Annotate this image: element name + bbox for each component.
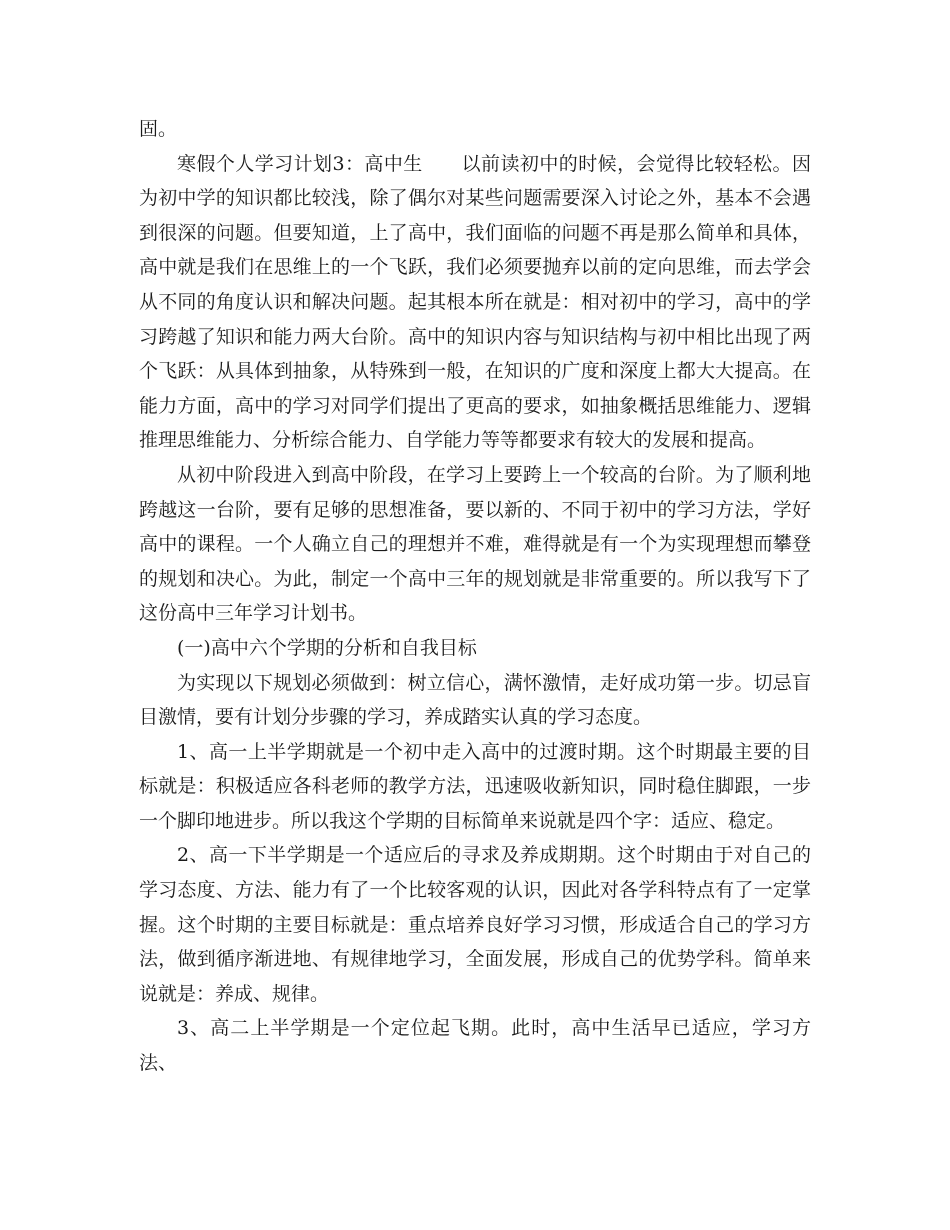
paragraph-item-1: 1、高一上半学期就是一个初中走入高中的过渡时期。这个时期最主要的目标就是：积极适应各科老师的教学方法，迅速吸收新知识，同时稳住脚跟，一步一个脚印地进步。所以我这个学期的目标简单来说就是四个字：适应、稳定。 bbox=[139, 740, 811, 832]
paragraph-item-2: 2、高一下半学期是一个适应后的寻求及养成期期。这个时期由于对自己的学习态度、方法、能力有了一个比较客观的认识，因此对各学科特点有了一定掌握。这个时期的主要目标就是：重点培养良好学习习惯，形成适合自己的学习方法，做到循序渐进地、有规律地学习，全面发展，形成自己的优势学科。简单来说就是：养成、规律。 bbox=[139, 844, 811, 1005]
paragraph-item-3: 3、高二上半学期是一个定位起飞期。此时，高中生活早已适应，学习方法、 bbox=[139, 1017, 811, 1075]
paragraph-continuation: 固。 bbox=[139, 118, 178, 140]
paragraph-transition: 从初中阶段进入到高中阶段，在学习上要跨上一个较高的台阶。为了顺利地跨越这一台阶，要有足够的思想准备，要以新的、不同于初中的学习方法，学好高中的课程。一个人确立自己的理想并不难，难得就是有一个为实现理想而攀登的规划和决心。为此，制定一个高中三年的规划就是非常重要的。所以我写下了这份高中三年学习计划书。 bbox=[139, 463, 811, 625]
document-body bbox=[139, 112, 811, 1081]
paragraph-plan-intro: 寒假个人学习计划3：高中生 以前读初中的时候，会觉得比较轻松。因为初中学的知识都比较浅，除了偶尔对某些问题需要深入讨论之外，基本不会遇到很深的问题。但要知道，上了高中，我们面临的问题不再是那么简单和具体，高中就是我们在思维上的一个飞跃，我们必须要抛弃以前的定向思维，而去学会从不同的角度认识和解决问题。起其根本所在就是：相对初中的学习，高中的学习跨越了知识和能力两大台阶。高中的知识内容与知识结构与初中相比出现了两个飞跃：从具体到抽象，从特殊到一般，在知识的广度和深度上都大大提高。在能力方面，高中的学习对同学们提出了更高的要求，如抽象概括思维能力、逻辑推理思维能力、分析综合能力、自学能力等等都要求有较大的发展和提高。 bbox=[139, 152, 811, 452]
paragraph-requirements: 为实现以下规划必须做到：树立信心，满怀激情，走好成功第一步。切忌盲目激情，要有计划分步骤的学习，养成踏实认真的学习态度。 bbox=[139, 671, 811, 729]
section-heading: (一)高中六个学期的分析和自我目标 bbox=[177, 636, 477, 659]
